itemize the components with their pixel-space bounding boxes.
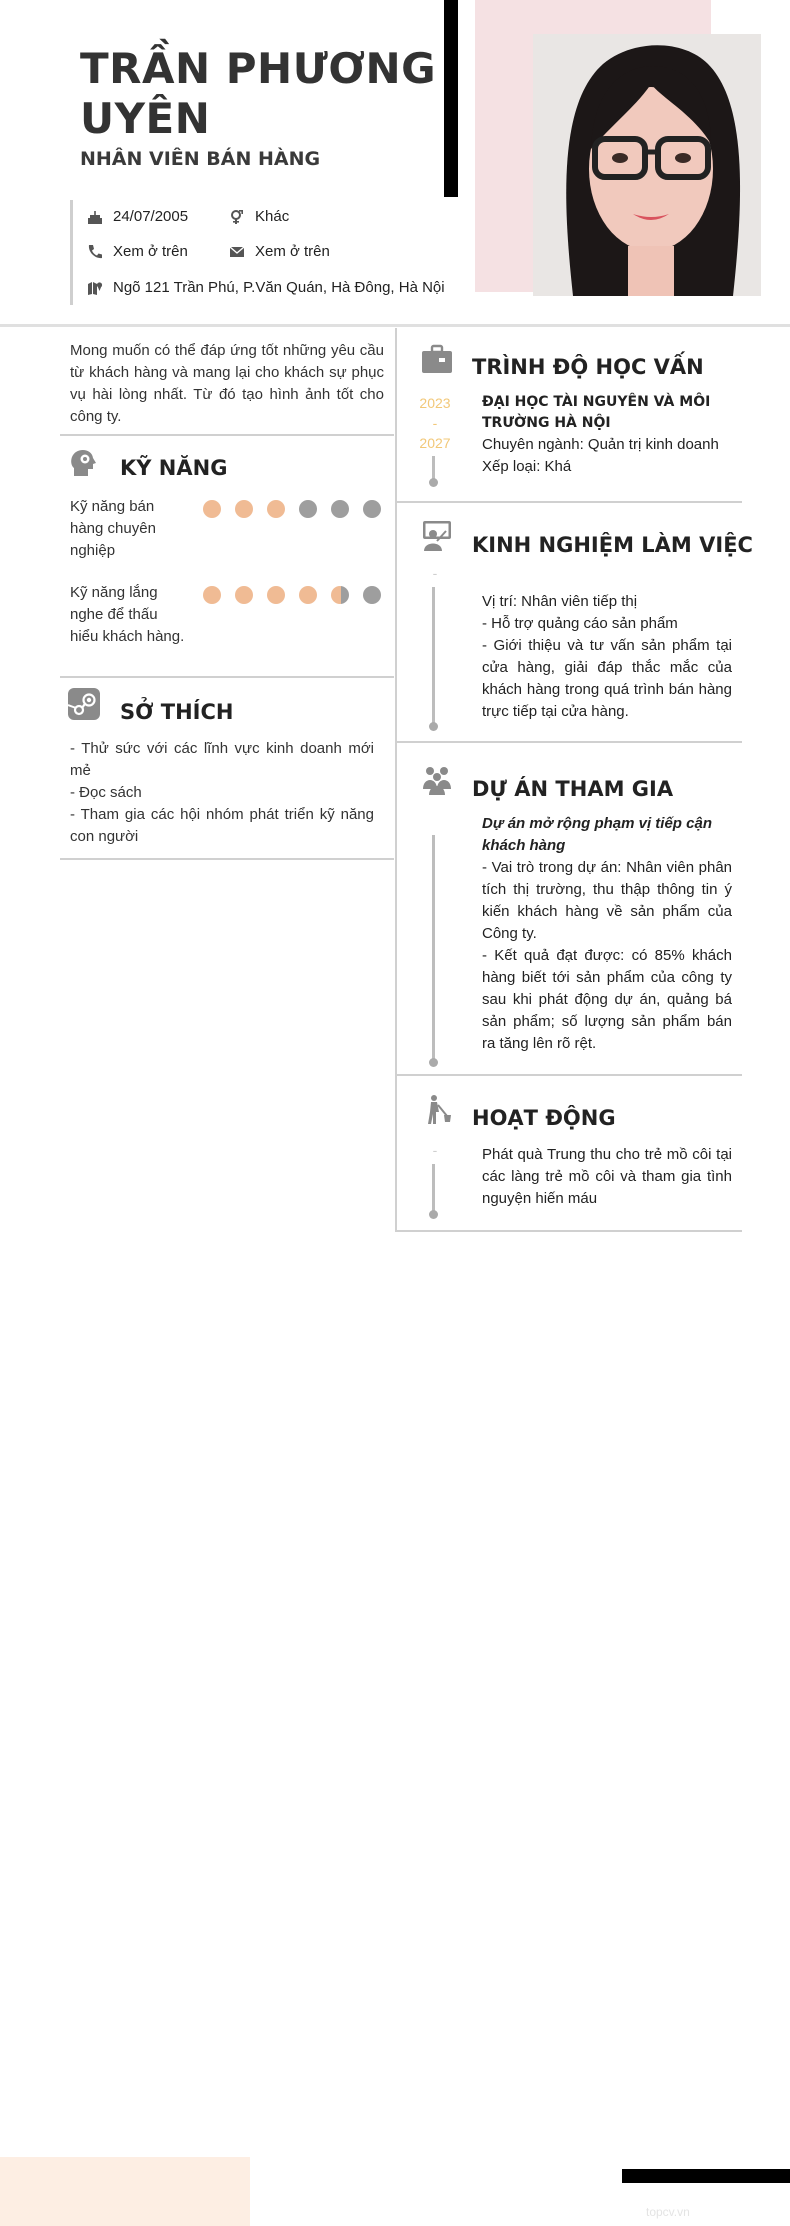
- phone-icon: [87, 244, 103, 260]
- education-detail: [482, 392, 732, 478]
- experience-line: - Hỗ trợ quảng cáo sản phẩm: [482, 615, 678, 632]
- map-marker-icon: [87, 280, 103, 296]
- address-value: Ngõ 121 Trần Phú, P.Văn Quán, Hà Đông, Hà Nội: [113, 279, 445, 296]
- gender-icon: [229, 209, 245, 225]
- experience-role: Vị trí: Nhân viên tiếp thị: [482, 593, 638, 610]
- phone-value: Xem ở trên: [113, 243, 188, 260]
- steam-icon: [68, 688, 100, 720]
- objective-text: Mong muốn có thể đáp ứng tốt những yêu cầu từ khách hàng và mang lại cho khách sự phục vụ hài lòng nhất. Từ đó tạo hình ảnh tốt cho công ty.: [70, 342, 384, 425]
- hobby-item: - Thử sức với các lĩnh vực kinh doanh mới mẻ: [70, 740, 374, 779]
- hobbies-section: [60, 678, 394, 860]
- experience-line: - Giới thiệu và tư vấn sản phẩm tại cửa hàng, giải đáp thắc mắc của khách hàng trong quá trình bán hàng trực tiếp tại cửa hàng.: [482, 637, 732, 720]
- skills-title: KỸ NĂNG: [120, 456, 228, 480]
- experience-section: [395, 503, 753, 743]
- skill-dot: [299, 500, 317, 518]
- birthday-value: 24/07/2005: [113, 208, 189, 225]
- timeline-dot: [429, 1210, 438, 1219]
- candidate-position: NHÂN VIÊN BÁN HÀNG: [80, 148, 321, 170]
- profile-photo: [533, 34, 761, 296]
- experience-timeline-mark: -: [432, 565, 438, 581]
- activities-title: HOẠT ĐỘNG: [472, 1106, 616, 1130]
- phone-item: [87, 243, 188, 260]
- skill-dot: [331, 500, 349, 518]
- experience-title: KINH NGHIỆM LÀM VIỆC: [472, 533, 753, 557]
- education-years: [413, 393, 457, 453]
- candidate-name-line2: UYÊN: [80, 94, 211, 143]
- experience-detail: [482, 591, 732, 723]
- footer-black-bar: [622, 2169, 790, 2183]
- birthday-item: [87, 208, 188, 225]
- briefcase-icon: [421, 344, 453, 376]
- activities-text: Phát quà Trung thu cho trẻ mồ côi tại các làng trẻ mồ côi và tham gia tình nguyện hiến máu: [482, 1146, 732, 1207]
- education-grade: Xếp loại: Khá: [482, 458, 572, 475]
- volunteer-icon: [421, 1094, 453, 1126]
- timeline-line: [432, 1164, 435, 1212]
- skill-dot: [235, 500, 253, 518]
- header-divider: [0, 324, 790, 327]
- envelope-icon: [229, 244, 245, 260]
- year-separator: -: [432, 415, 438, 431]
- projects-section: [395, 743, 742, 1076]
- timeline-dot: [429, 722, 438, 731]
- year-start: 2023: [419, 395, 451, 411]
- timeline-dot: [429, 1058, 438, 1067]
- skill-dot: [363, 500, 381, 518]
- gender-value: Khác: [255, 208, 290, 225]
- timeline-line: [432, 456, 435, 480]
- skill-dot: [267, 500, 285, 518]
- skill-label: Kỹ năng lắng nghe để thấu hiểu khách hàng.: [70, 584, 185, 645]
- email-item: [229, 243, 330, 260]
- contact-info: [70, 200, 445, 305]
- candidate-name: [80, 44, 440, 144]
- address-item: [87, 279, 445, 296]
- skill-dot: [299, 586, 317, 604]
- cake-icon: [87, 209, 103, 225]
- skill-dot: [363, 586, 381, 604]
- skill-dot: [235, 586, 253, 604]
- footer-accent-block: [0, 2157, 250, 2226]
- education-major: Chuyên ngành: Quản trị kinh doanh: [482, 436, 719, 453]
- activities-timeline-mark: -: [432, 1142, 438, 1158]
- project-line: - Kết quả đạt được: có 85% khách hàng biết tới sản phẩm của công ty sau khi phát động dự án, quảng bá sản phẩm; số lượng sản phẩm bán ra tăng lên rõ rệt.: [482, 947, 732, 1052]
- teacher-icon: [421, 519, 453, 551]
- project-name: Dự án mở rộng phạm vị tiếp cận khách hàng: [482, 815, 712, 854]
- school-name: ĐẠI HỌC TÀI NGUYÊN VÀ MÔI TRƯỜNG HÀ NỘI: [482, 394, 711, 431]
- project-line: - Vai trò trong dự án: Nhân viên phân tích thị trường, thu thập thông tin ý kiến khách hàng về sản phẩm của Công ty.: [482, 859, 732, 942]
- candidate-name-line1: TRẦN PHƯƠNG: [80, 44, 437, 93]
- skill-dot: [203, 586, 221, 604]
- hobbies-title: SỞ THÍCH: [120, 700, 234, 724]
- hobby-item: - Tham gia các hội nhóm phát triển kỹ năng con người: [70, 806, 374, 845]
- gender-item: [229, 208, 289, 225]
- timeline-line: [432, 835, 435, 1060]
- hobby-item: - Đọc sách: [70, 784, 142, 801]
- skill-dot: [331, 586, 349, 604]
- timeline-line: [432, 587, 435, 724]
- header-black-bar: [444, 0, 458, 197]
- projects-title: DỰ ÁN THAM GIA: [472, 777, 674, 801]
- timeline-dot: [429, 478, 438, 487]
- email-value: Xem ở trên: [255, 243, 330, 260]
- team-icon: [421, 763, 453, 795]
- hobbies-list: [70, 738, 374, 848]
- activities-section: [395, 1076, 742, 1232]
- head-gear-icon: [68, 446, 100, 478]
- skill-rating: [203, 500, 395, 518]
- year-end: 2027: [419, 435, 451, 451]
- skill-dot: [267, 586, 285, 604]
- project-detail: [482, 813, 732, 1055]
- education-title: TRÌNH ĐỘ HỌC VẤN: [472, 355, 704, 379]
- skill-dot: [203, 500, 221, 518]
- career-objective: [60, 328, 394, 436]
- education-section: [395, 328, 742, 503]
- skill-rating: [203, 586, 395, 604]
- watermark: topcv.vn: [646, 2205, 690, 2219]
- skills-section: [60, 436, 394, 678]
- skill-label: Kỹ năng bán hàng chuyên nghiệp: [70, 498, 156, 559]
